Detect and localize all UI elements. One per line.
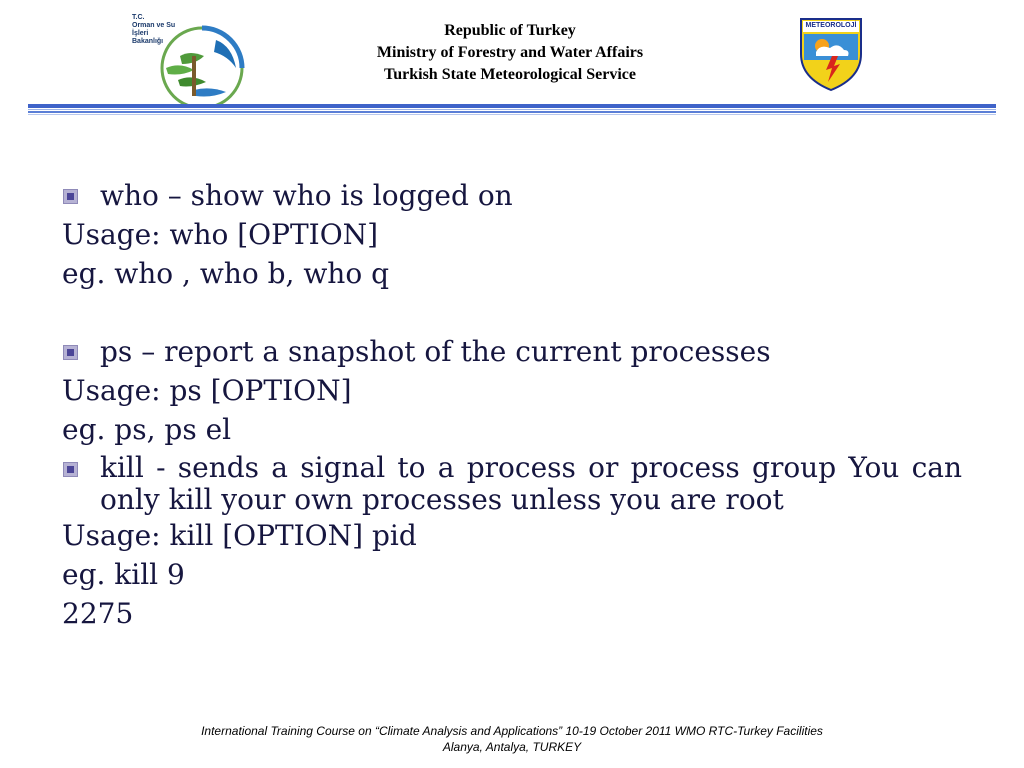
bullet-kill	[62, 449, 962, 516]
header-titles	[300, 20, 720, 86]
bullet-square-icon	[63, 462, 78, 477]
bullet-square-icon	[63, 189, 78, 204]
kill-example: eg. kill 9	[62, 558, 185, 591]
logo-text-line: Bakanlığı	[132, 38, 164, 45]
ps-usage: Usage: ps [OPTION]	[62, 374, 352, 407]
spacer	[62, 293, 962, 332]
kill-title: kill - sends a signal to a process or process group You can only kill your own processes unless you are root	[100, 451, 962, 516]
ministry-logo	[120, 6, 250, 106]
meteorology-logo	[798, 16, 864, 92]
meteorology-logo-text: METEOROLOJİ	[805, 22, 857, 29]
header-title-country: Republic of Turkey	[444, 22, 576, 39]
who-example: eg. who , who b, who q	[62, 257, 390, 290]
kill-usage: Usage: kill [OPTION] pid	[62, 519, 417, 552]
ps-example: eg. ps, ps el	[62, 413, 232, 446]
slide-footer	[0, 723, 1024, 755]
header-title-ministry: Ministry of Forestry and Water Affairs	[376, 44, 644, 61]
ps-title: ps – report a snapshot of the current processes	[100, 335, 771, 368]
header-title-service: Turkish State Meteorological Service	[384, 66, 636, 83]
who-usage: Usage: who [OPTION]	[62, 218, 379, 251]
slide-header	[0, 0, 1024, 120]
bullet-who	[62, 176, 962, 215]
who-title: who – show who is logged on	[100, 179, 513, 212]
kill-pid: 2275	[62, 597, 134, 630]
slide-body	[62, 176, 962, 633]
logo-text-line: Orman ve Su İşleri	[132, 22, 176, 37]
ministry-logo-text	[132, 14, 192, 46]
header-divider	[28, 104, 996, 116]
bullet-square-icon	[63, 345, 78, 360]
footer-line-location: Alanya, Antalya, TURKEY	[442, 740, 582, 754]
footer-line-course: International Training Course on “Climate Analysis and Applications” 10-19 October 2011 WMO RTC-Turkey Facilities	[201, 724, 823, 738]
bullet-ps	[62, 332, 962, 371]
logo-text-line: T.C.	[132, 14, 145, 21]
